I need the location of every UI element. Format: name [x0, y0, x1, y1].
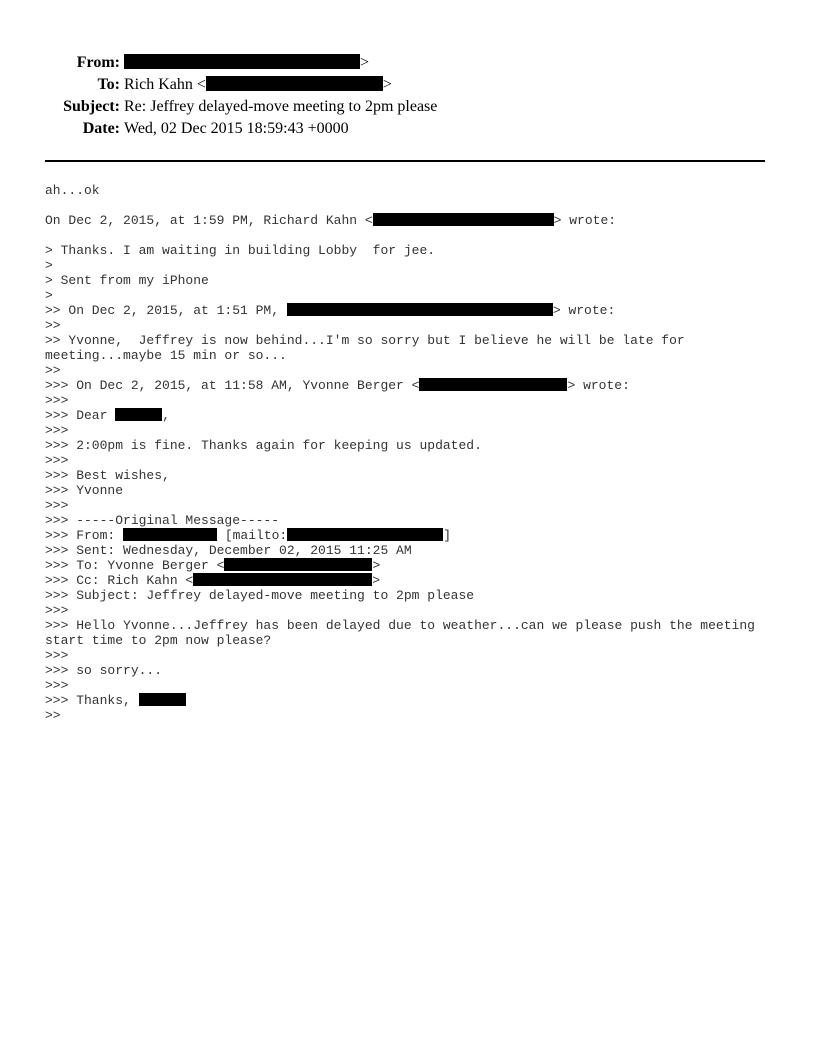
body-line: >>> Best wishes, [45, 468, 170, 483]
body-line: >>> [45, 393, 69, 408]
body-line: >>> [45, 498, 69, 513]
redaction-bar [123, 528, 217, 541]
redaction-bar [287, 528, 443, 541]
body-line: >>> Dear , [45, 408, 171, 423]
body-line: >>> [45, 423, 69, 438]
body-line: >>> -----Original Message----- [45, 513, 280, 528]
date-row [0, 119, 816, 139]
body-line: >>> [45, 648, 69, 663]
blank-line [45, 228, 775, 243]
to-value: Rich Kahn < > [124, 76, 392, 93]
redaction-bar [224, 558, 372, 571]
body-line: > Thanks. I am waiting in building Lobby for jee. [45, 243, 436, 258]
body-line: >> [45, 318, 61, 333]
redaction-bar [206, 76, 383, 91]
redaction-bar [287, 303, 553, 316]
body-line: >>> From: [mailto: ] [45, 528, 452, 543]
subject-row [0, 97, 816, 117]
body-line: >> [45, 708, 61, 723]
to-row [0, 75, 816, 95]
body-line: >>> Thanks, [45, 693, 775, 708]
from-row [0, 53, 816, 73]
body-line: >>> so sorry... [45, 663, 163, 678]
redaction-bar [115, 408, 162, 421]
redaction-bar [419, 378, 567, 391]
date-label: Date: [82, 120, 120, 137]
body-line: ah...ok [45, 183, 100, 198]
body-line: >>> To: Yvonne Berger < > [45, 558, 381, 573]
body-line: >>> Hello Yvonne...Jeffrey has been delayed due to weather...can we please push the meeting [45, 618, 755, 633]
body-line: On Dec 2, 2015, at 1:59 PM, Richard Kahn < > wrote: [45, 213, 617, 228]
subject-value: Re: Jeffrey delayed-move meeting to 2pm please [124, 98, 438, 115]
body-line: >>> 2:00pm is fine. Thanks again for keeping us updated. [45, 438, 482, 453]
body-line: > [45, 288, 53, 303]
body-line: >> [45, 363, 61, 378]
from-label: From: [76, 54, 120, 71]
body-line: >>> [45, 678, 69, 693]
redaction-bar [193, 573, 372, 586]
redaction-bar [124, 54, 360, 69]
header-divider [45, 160, 765, 162]
body-line: meeting...maybe 15 min or so... [45, 348, 287, 363]
body-line: start time to 2pm now please? [45, 633, 272, 648]
body-line: > [45, 258, 53, 273]
body-line: >> Yvonne, Jeffrey is now behind...I'm so sorry but I believe he will be late for [45, 333, 685, 348]
body-line: >>> On Dec 2, 2015, at 11:58 AM, Yvonne Berger < > wrote: [45, 378, 630, 393]
body-line: >>> [45, 453, 69, 468]
blank-line [45, 198, 775, 213]
date-value: Wed, 02 Dec 2015 18:59:43 +0000 [124, 120, 349, 137]
body-line: >>> Sent: Wednesday, December 02, 2015 11:25 AM [45, 543, 412, 558]
body-line: >>> [45, 603, 69, 618]
body-line: > Sent from my iPhone [45, 273, 209, 288]
body-line: >>> Yvonne [45, 483, 124, 498]
message-body [45, 183, 775, 723]
body-line: >> On Dec 2, 2015, at 1:51 PM, > wrote: [45, 303, 616, 318]
redaction-bar [373, 213, 554, 226]
body-line: >>> Subject: Jeffrey delayed-move meeting to 2pm please [45, 588, 475, 603]
to-label: To: [97, 76, 120, 93]
subject-label: Subject: [63, 98, 120, 115]
redaction-bar [139, 693, 186, 706]
body-line: >>> Cc: Rich Kahn < > [45, 573, 381, 588]
from-value: > [124, 53, 369, 73]
